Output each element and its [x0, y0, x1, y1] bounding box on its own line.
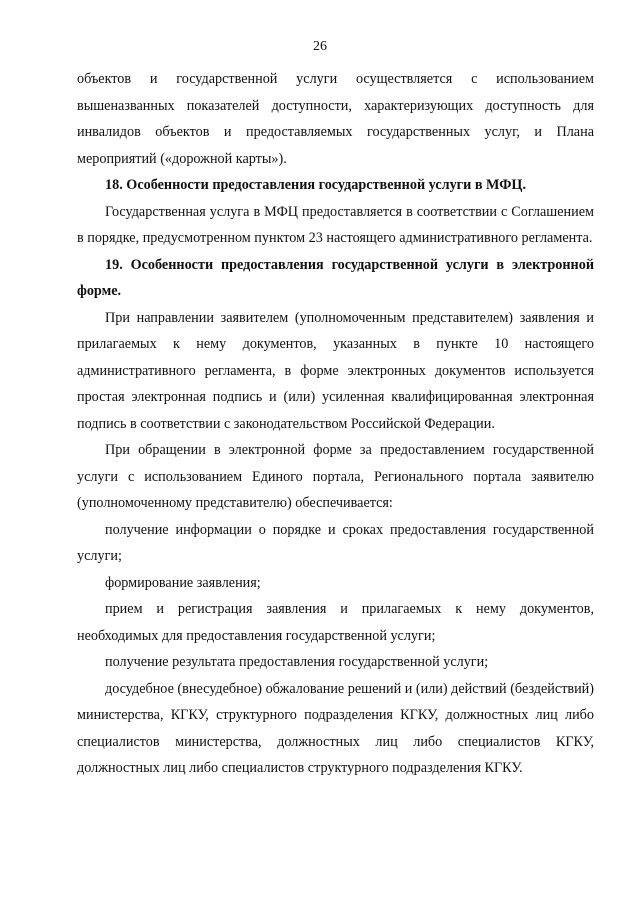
section-heading-19: 19. Особенности предоставления государственной услуги в электронной форме.	[77, 256, 594, 299]
paragraph-mfc-provision: Государственная услуга в МФЦ предоставляется в соответствии с Соглашением в порядке, предусмотренном пунктом 23 настоящего административного регламента.	[77, 203, 594, 246]
section-heading-18: 18. Особенности предоставления государственной услуги в МФЦ.	[105, 177, 527, 193]
document-body	[77, 66, 594, 782]
list-item-registration: прием и регистрация заявления и прилагаемых к нему документов, необходимых для предоставления государственной услуги;	[77, 601, 594, 644]
paragraph-electronic-form-intro: При обращении в электронной форме за предоставлением государственной услуги с использованием Единого портала, Регионального портала заявителю (уполномоченному представителю) обеспечивается:	[77, 442, 594, 511]
paragraph-objects-accessibility: объектов и государственной услуги осуществляется с использованием вышеназванных показателей доступности, характеризующих доступность для инвалидов объектов и предоставляемых государственных услуг, и Плана мероприятий («дорожной карты»).	[77, 71, 594, 167]
list-item-appeal: досудебное (внесудебное) обжалование решений и (или) действий (бездействий) министерства, КГКУ, структурного подразделения КГКУ, должностных лиц либо специалистов министерства, должностных лиц либо специалистов КГКУ, должностных лиц либо специалистов структурного подразделения КГКУ.	[77, 680, 594, 776]
list-item-info: получение информации о порядке и сроках предоставления государственной услуги;	[77, 521, 594, 564]
page-number: 26	[313, 39, 327, 54]
list-item-form-application: формирование заявления;	[105, 574, 261, 591]
list-item-result: получение результата предоставления государственной услуги;	[105, 654, 489, 670]
paragraph-electronic-signature: При направлении заявителем (уполномоченным представителем) заявления и прилагаемых к нему документов, указанных в пункте 10 настоящего административного регламента, в форме электронных документов используется простая электронная подпись и (или) усиленная квалифицированная электронная подпись в соответствии с законодательством Российской Федерации.	[77, 309, 594, 432]
